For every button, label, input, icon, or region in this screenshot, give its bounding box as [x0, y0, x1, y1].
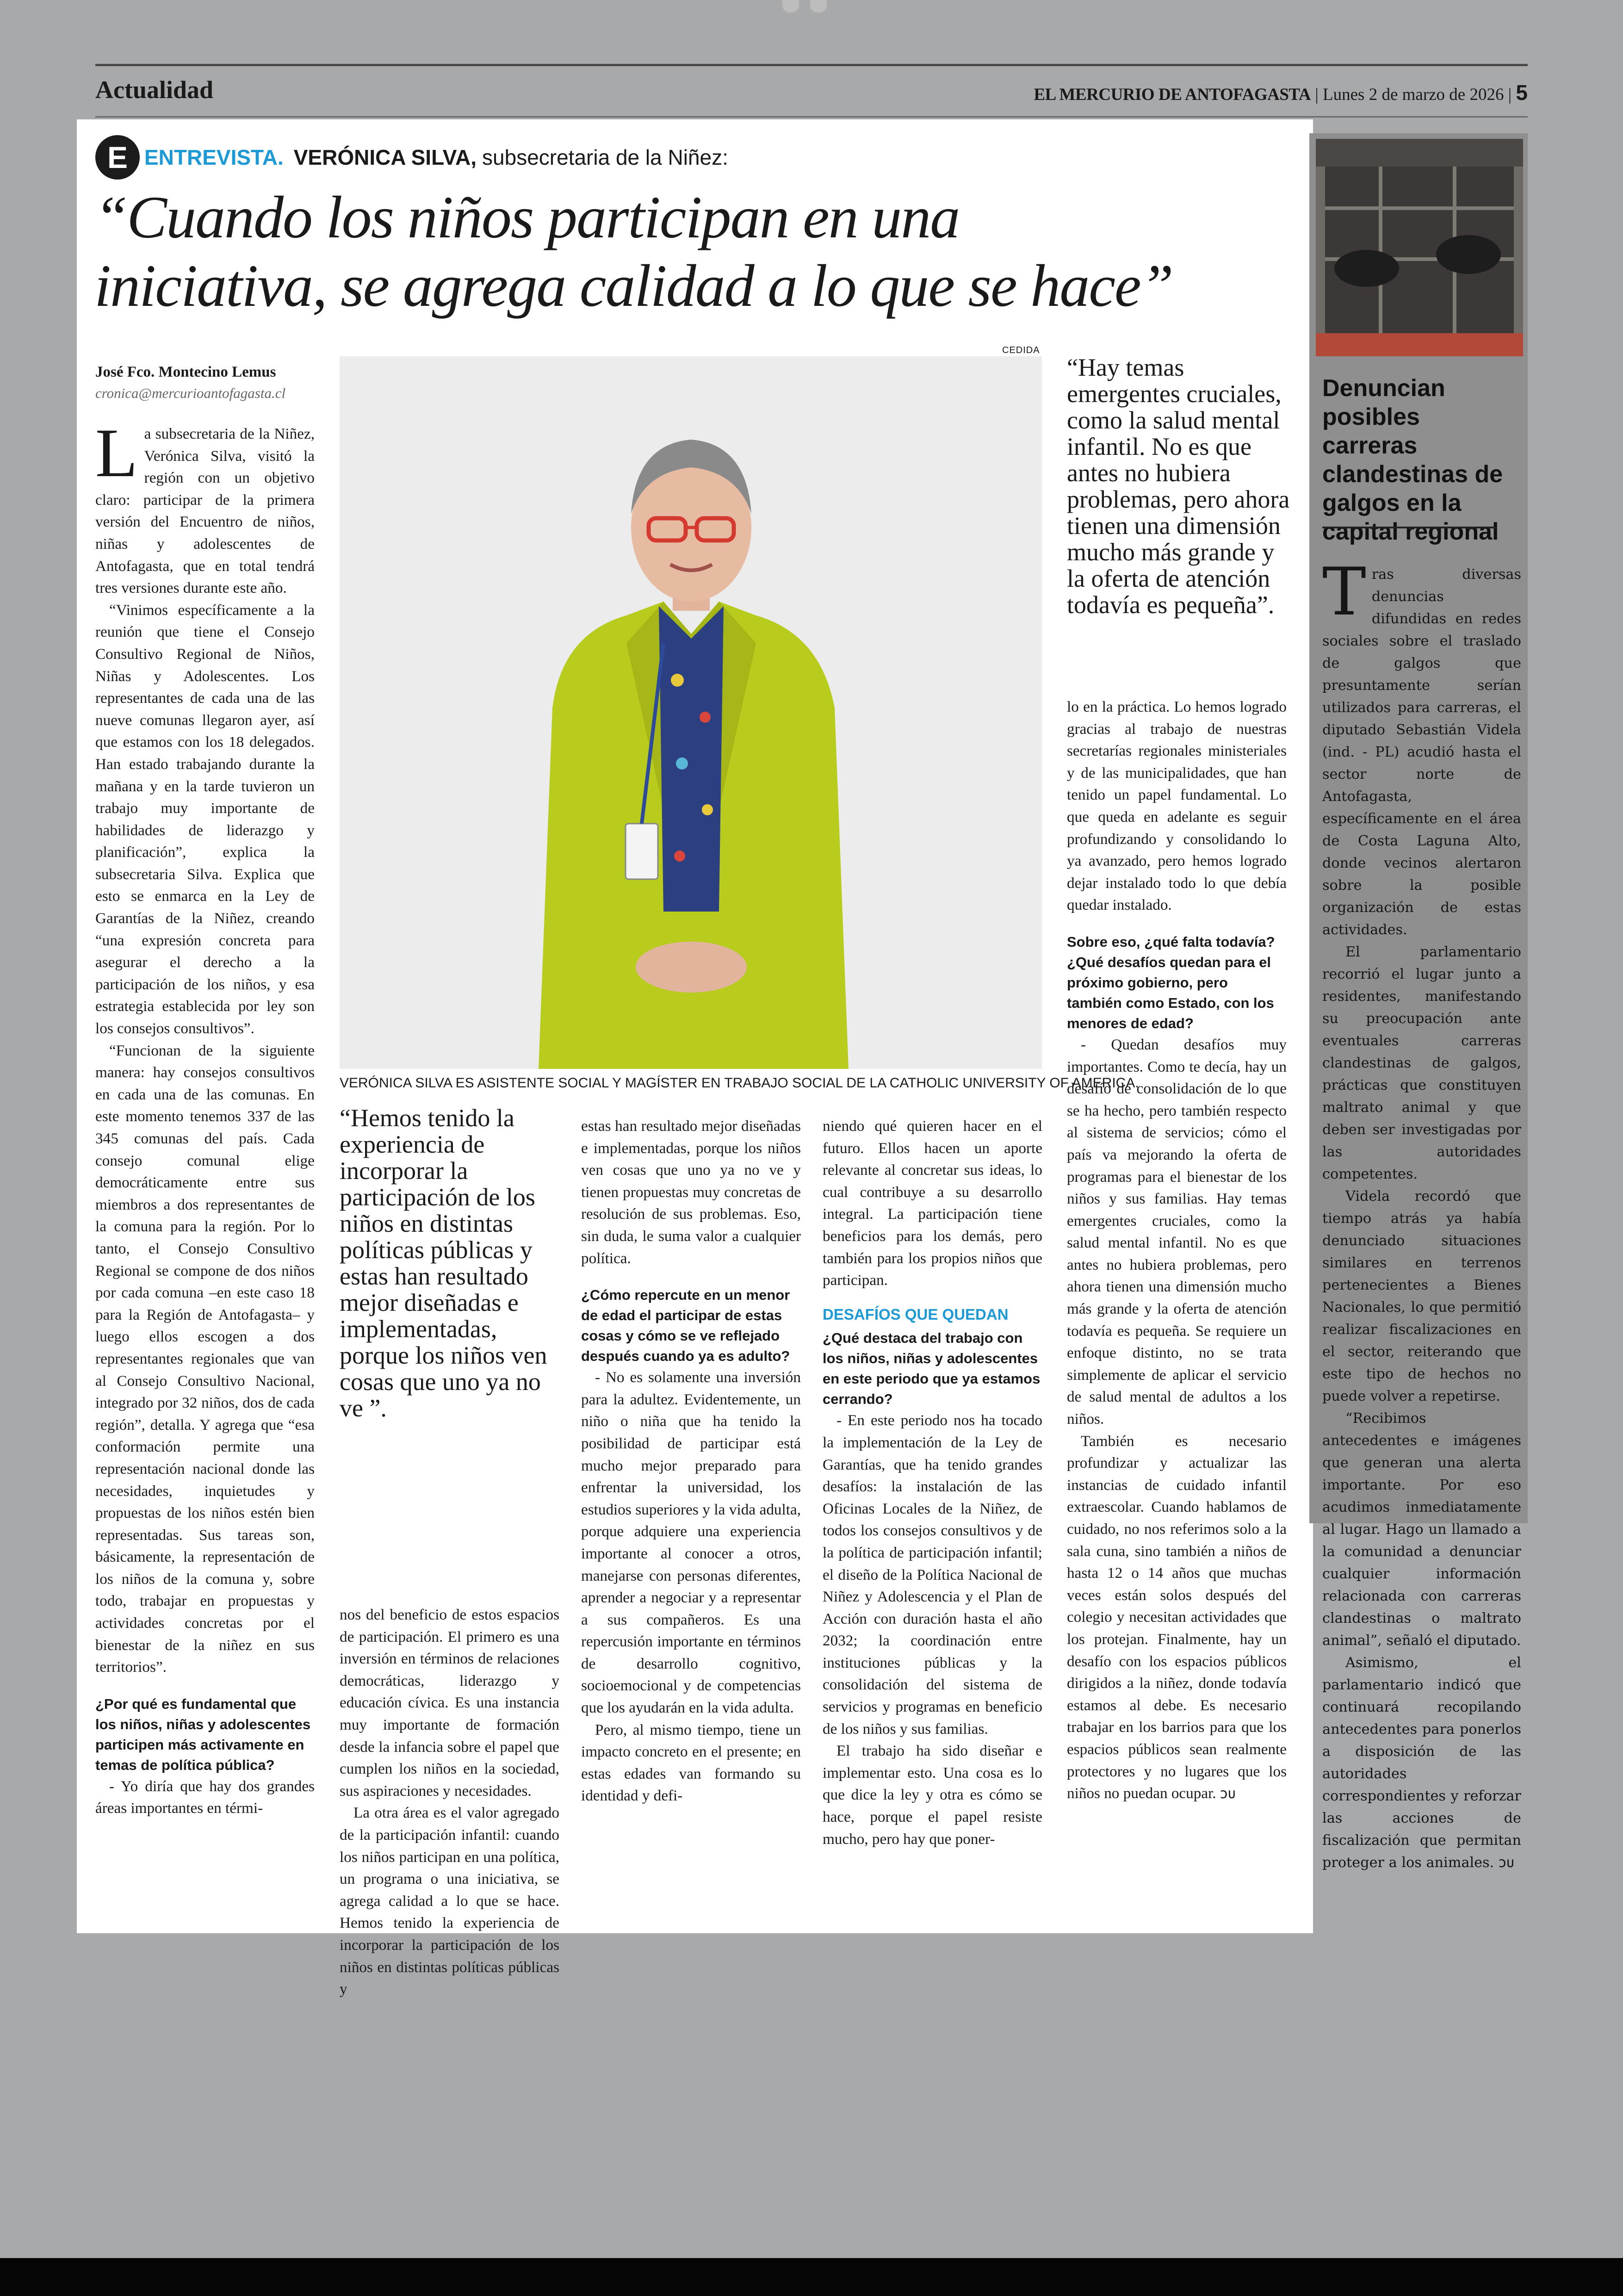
sidebar-paragraph: Tras diversas denuncias difundidas en redes sociales sobre el traslado de galgos que presuntamente serían utilizados para carreras, el diputado Sebastián Videla (ind. - PL) acudió hasta el sector norte de Antofagasta, específicamente en el área de Costa Laguna Alto, donde vecinos alertaron sobre la posible organización de estas actividades. — [1322, 554, 1521, 938]
end-mark-icon: ↄᴜ — [1220, 1786, 1236, 1802]
article-column-3 — [581, 1115, 801, 1807]
interview-question: ¿Qué destaca del trabajo con los niños, niñas y adolescentes en este periodo que ya estamos cerrando? — [823, 1330, 1041, 1408]
interview-question: Sobre eso, ¿qué falta todavía? ¿Qué desafíos quedan para el próximo gobierno, pero también como Estado, con los menores de edad? — [1067, 933, 1275, 1031]
greyhounds-photo — [1316, 139, 1523, 356]
prev-page-icon[interactable] — [782, 0, 799, 13]
article-paragraph: La otra área es el valor agregado de la participación infantil: cuando los niños participan en una política, un programa o una iniciativa, se agrega calidad a lo que se hace. Hemos tenido la experiencia de incorporar la participación de los niños en distintas políticas públicas y — [340, 1804, 559, 1998]
sidebar-paragraph: Videla recordó que tiempo atrás ya había denunciado situaciones similares en terrenos pertenecientes a Bienes Nacionales, lo que permitió realizar fiscalizaciones en el sector, reiterando que este tipo de hechos no puede volver a repetirse. — [1322, 1188, 1521, 1404]
interview-question: ¿Cómo repercute en un menor de edad el participar de estas cosas y cómo se ve reflejado después cuando ya es adulto? — [581, 1287, 790, 1365]
pull-quote: “Hay temas emergentes cruciales, como la salud mental infantil. No es que antes no hubiera problemas, pero ahora tienen una dimensión mucho más grande y la oferta de atención todavía es pequeña”. — [1067, 354, 1290, 619]
headline-line-1: “Cuando los niños participan en una — [94, 184, 960, 251]
article-paragraph: El trabajo ha sido diseñar e implementar esto. Una cosa es lo que dice la ley y otra es cómo se hace, porque el papel resiste mucho, pero hay que poner- — [823, 1742, 1042, 1848]
author-email[interactable]: cronica@mercurioantofagasta.cl — [95, 385, 286, 401]
end-mark-icon: ↄᴜ — [1498, 1855, 1514, 1871]
sidebar-paragraph: Asimismo, el parlamentario indicó que continuará recopilando antecedentes para ponerlos a disposición de las autoridades correspondientes y reforzar las acciones de fiscalización que permitan proteger a los animales. ↄᴜ — [1322, 1655, 1521, 1871]
article-paragraph: lo en la práctica. Lo hemos logrado gracias al trabajo de nuestras secretarías regionales ministeriales y de las municipalidades, que han tenido un papel fundamental. Lo que queda en adelante es seguir profundizando y consolidando lo ya avanzado, pero hemos logrado dejar instalado todo lo que debía quedar instalado. — [1067, 698, 1287, 914]
article-column-1 — [95, 415, 315, 1819]
interviewee-photo — [340, 356, 1042, 1069]
photo-caption: VERÓNICA SILVA ES ASISTENTE SOCIAL Y MAGÍSTER EN TRABAJO SOCIAL DE LA CATHOLIC UNIVERSITY OF AMERICA. — [340, 1075, 1139, 1091]
issue-date: Lunes 2 de marzo de 2026 — [1323, 85, 1504, 104]
sidebar-body — [1322, 554, 1521, 1874]
drop-cap: T — [1322, 554, 1366, 630]
article-column-4 — [823, 1115, 1042, 1850]
interviewee-name: VERÓNICA SILVA, — [293, 145, 477, 169]
headline-line-2: iniciativa, se agrega calidad a lo que se hace” — [94, 253, 1173, 319]
article-column-5 — [1067, 696, 1287, 1805]
article-paragraph: estas han resultado mejor diseñadas e implementadas, porque los niños ven cosas que uno ya no ve y tienen propuestas muy concretas de resolución de sus problemas. Eso, sin duda, le suma valor a cualquier política. — [581, 1117, 801, 1267]
article-paragraph: “Vinimos específicamente a la reunión que tiene el Consejo Consultivo Regional de Niños, Niñas y Adolescentes. Los representantes de cada una de las nueve comunas llegaron ayer, así que estamos con los 18 delegados. Han estado trabajando durante la mañana y en la tarde tuvieron un trabajo muy importante de habilidades de liderazgo y planificación”, explica la subsecretaria Silva. Explica que esto se enmarca en la Ley de Garantías de la Niñez, creando “una expresión concreta para asegurar el derecho a la participación de los niños, y esa estrategia establecida por ley son los consejos consultivos”. — [95, 601, 315, 1037]
article-paragraph: También es necesario profundizar y actualizar las instancias de cuidado infantil extraescolar. Cuando hablamos de cuidado, no nos referimos solo a la sala cuna, sino también a niños de hasta 12 o 14 años que muchas veces están solos después del colegio y necesitan actividades que los protejan. Finalmente, hay un desafío con los espacios públicos dirigidos a la niñez, donde todavía estamos al debe. Es necesario trabajar en los barrios para que los espacios públicos sean realmente protectores y no lugares que los niños no puedan ocupar. ↄᴜ — [1067, 1432, 1287, 1802]
portrait-illustration — [340, 356, 1042, 1069]
bottom-bar — [0, 2258, 1623, 2296]
article-paragraph: Pero, al mismo tiempo, tiene un impacto concreto en el presente; en estas edades van formando su identidad y defi- — [581, 1721, 801, 1805]
sidebar-paragraph: El parlamentario recorrió el lugar junto a residentes, manifestando su preocupación ante eventuales carreras clandestinas de galgos, prácticas que constituyen maltrato animal y que deben ser investigadas por las autoridades competentes. — [1322, 944, 1521, 1182]
kicker-label: ENTREVISTA. — [144, 145, 284, 169]
pull-quote: “Hemos tenido la experiencia de incorporar la participación de los niños en distintas políticas públicas y estas han resultado mejor diseñadas e implementadas, porque los niños ven cosas que uno ya no ve ”. — [340, 1104, 547, 1422]
sidebar-paragraph: “Recibimos antecedentes e imágenes que generan una alerta importante. Por eso acudimos inmediatamente al lugar. Hago un llamado a la comunidad a denunciar cualquier información relacionada con carreras clandestinas o maltrato animal”, señaló el diputado. — [1322, 1410, 1521, 1649]
sidebar-photo — [1316, 139, 1523, 356]
sidebar-headline: Denuncian posibles carreras clandestinas de galgos en la capital regional — [1322, 375, 1503, 545]
sidebar-divider — [1322, 527, 1496, 528]
interviewee-role: subsecretaria de la Niñez: — [482, 145, 728, 169]
article-paragraph: - Yo diría que hay dos grandes áreas importantes en térmi- — [95, 1777, 315, 1817]
interview-question: ¿Por qué es fundamental que los niños, niñas y adolescentes participen más activamente en temas de política pública? — [95, 1695, 311, 1773]
main-article — [77, 119, 1313, 1998]
page-header — [95, 64, 1528, 118]
page-number: 5 — [1516, 81, 1528, 105]
section-subhead: DESAFÍOS QUE QUEDAN — [823, 1305, 1009, 1323]
article-paragraph: - En este periodo nos ha tocado la implementación de la Ley de Garantías, que ha tenido grandes desafíos: la instalación de las Oficinas Locales de la Niñez, de todos los consejos consultivos y de la política de participación infantil; el diseño de la Política Nacional de Niñez y Adolescencia y el Plan de Acción con duración hasta el año 2032; la coordinación entre instituciones públicas y la consolidación del sistema de servicios y programas en beneficio de los niños y sus familias. — [823, 1412, 1042, 1738]
next-page-icon[interactable] — [810, 0, 827, 13]
article-paragraph: niendo qué quieren hacer en el futuro. Ellos hacen un aporte relevante al concretar sus ideas, lo cual contribuye a su desarrollo integral. La participación tiene beneficios para los demás, pero también para los propios niños que participan. — [823, 1117, 1042, 1289]
section-badge: E — [95, 135, 140, 180]
section-name: Actualidad — [95, 76, 214, 104]
article-paragraph: - No es solamente una inversión para la adultez. Evidentemente, un niño o niña que ha tenido la posibilidad de participar está mucho mejor preparado para enfrentar la universidad, los estudios superiores y la vida adulta, porque adquiere una experiencia importante al conocer a otros, manejarse con personas diferentes, aprender a negociar y a representar a sus compañeros. Es una repercusión importante en términos de desarrollo cognitivo, socioemocional y de competencias que los ayudarán en la vida adulta. — [581, 1369, 801, 1717]
masthead: EL MERCURIO DE ANTOFAGASTA | Lunes 2 de marzo de 2026 | 5 — [1034, 81, 1528, 105]
photo-credit: CEDIDA — [1002, 345, 1040, 355]
article-paragraph: La subsecretaria de la Niñez, Verónica Silva, visitó la región con un objetivo claro: participar de la primera versión del Encuentro de niños, niñas y adolescentes de Antofagasta, que en total tendrá tres versiones durante este año. — [95, 415, 315, 597]
article-paragraph: “Funcionan de la siguiente manera: hay consejos consultivos en cada una de las comunas. En este momento tenemos 337 de las 345 comunas del país. Cada consejo comunal elige democráticamente entre sus miembros a dos representantes de la comuna para la región. Por lo tanto, el Consejo Consultivo Regional se compone de dos niños por cada comuna –en este caso 18 para la Región de Antofagasta– y luego ellos escogen a dos representantes regionales que van al Consejo Consultivo Nacional, integrado por 32 niños, dos de cada región”, detalla. Y agrega que “esa conformación permite una representación nacional donde las necesidades, inquietudes y propuestas de los niños estén bien representadas. Sus tareas son, básicamente, la representación de los niños de la comuna y, sobre todo, trabajar en propuestas y actividades concretas por el bienestar de la niñez en sus territorios”. — [95, 1042, 315, 1676]
article-paragraph: nos del beneficio de estos espacios de participación. El primero es una inversión en términos de relaciones democráticas, liderazgo y educación cívica. Es una instancia muy importante de formación desde la infancia sobre el papel que cumplen los niños en la sociedad, sus aspiraciones y necesidades. — [340, 1606, 559, 1800]
sidebar-story — [1309, 133, 1528, 1871]
drop-cap: L — [95, 415, 138, 491]
newspaper-name: EL MERCURIO DE ANTOFAGASTA — [1034, 85, 1311, 104]
article-kicker — [95, 134, 728, 180]
author-name: José Fco. Montecino Lemus — [95, 364, 276, 380]
article-headline — [94, 183, 1279, 320]
page-nav-dots[interactable] — [782, 0, 842, 13]
article-column-2 — [340, 1604, 559, 2000]
article-paragraph: - Quedan desafíos muy importantes. Como te decía, hay un desafío de consolidación de lo que se ha hecho, pero también respecto al sistema de servicios; cómo el país va mejorando la oferta de programas para el bienestar de los niños y sus familias. Hay temas emergentes cruciales, como la salud mental infantil. No es que antes no hubiera problemas, pero ahora tienen una dimensión mucho más grande y la oferta de atención todavía es pequeña. Se requiere un enfoque distinto, no se trata simplemente de aplicar el servicio de salud mental de adultos a los niños. — [1067, 1036, 1287, 1428]
